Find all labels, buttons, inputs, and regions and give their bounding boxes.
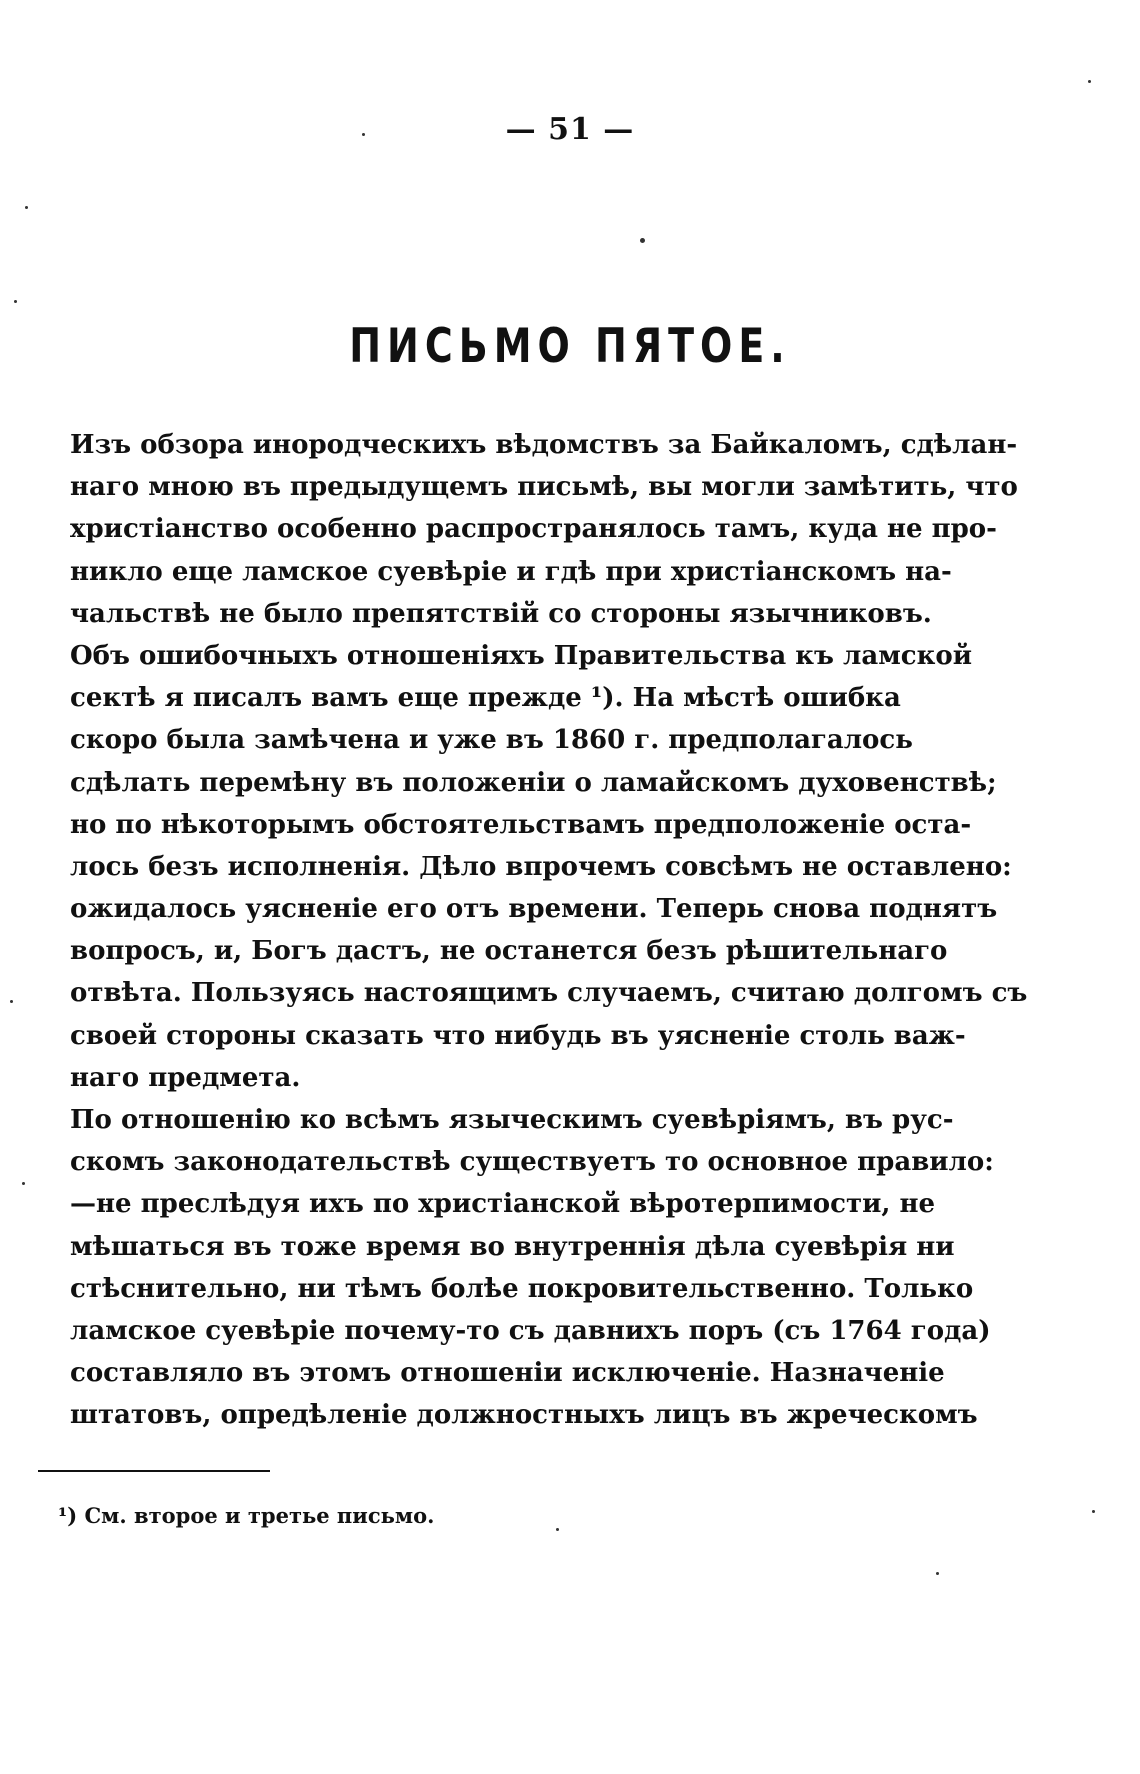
- scan-speck: [1088, 80, 1091, 83]
- text-line: сдѣлать перемѣну въ положеніи о ламайскомъ духовенствѣ;: [70, 767, 997, 798]
- text-line: никло еще ламское суевѣріе и гдѣ при христіанскомъ на-: [70, 556, 952, 587]
- text-line: стѣснительно, ни тѣмъ болѣе покровительственно. Только: [70, 1273, 974, 1304]
- text-line: ожидалось уясненіе его отъ времени. Теперь снова поднятъ: [70, 894, 998, 925]
- text-line: лось безъ исполненія. Дѣло впрочемъ совсѣмъ не оставлено:: [70, 851, 1012, 882]
- page-number: — 51 —: [505, 112, 635, 147]
- text-line: отвѣта. Пользуясь настоящимъ случаемъ, считаю долгомъ съ: [70, 978, 1028, 1009]
- scan-speck: [362, 133, 365, 136]
- text-line: скомъ законодательствѣ существуетъ то основное правило:: [70, 1147, 994, 1178]
- scan-speck: [640, 238, 645, 243]
- scan-speck: [22, 1182, 25, 1185]
- text-line: мѣшаться въ тоже время во внутреннія дѣла суевѣрія ни: [70, 1231, 955, 1262]
- text-line: вопросъ, и, Богъ дастъ, не останется безъ рѣшительнаго: [70, 936, 948, 967]
- scan-speck: [25, 206, 28, 209]
- footnote-divider: [38, 1470, 270, 1472]
- text-line: Объ ошибочныхъ отношеніяхъ Правительства къ ламской: [70, 640, 973, 671]
- text-line: христіанство особенно распространялось тамъ, куда не про-: [70, 514, 997, 545]
- paragraph-3: [70, 1099, 994, 1437]
- text-line: сектѣ я писалъ вамъ еще прежде ¹). На мѣстѣ ошибка: [70, 683, 901, 714]
- text-line: штатовъ, опредѣленіе должностныхъ лицъ въ жреческомъ: [70, 1400, 978, 1431]
- scan-speck: [556, 1528, 559, 1531]
- text-line: составляло въ этомъ отношеніи исключеніе. Назначеніе: [70, 1358, 945, 1389]
- paragraph-1: [70, 424, 1018, 635]
- scan-speck: [1092, 1510, 1095, 1513]
- text-line: скоро была замѣчена и уже въ 1860 г. предполагалось: [70, 725, 913, 756]
- text-line: По отношенію ко всѣмъ языческимъ суевѣріямъ, въ рус-: [70, 1105, 954, 1135]
- text-line: своей стороны сказать что нибудь въ уясненіе столь важ-: [70, 1020, 966, 1051]
- text-line: но по нѣкоторымъ обстоятельствамъ предположеніе оста-: [70, 809, 972, 840]
- text-line: Изъ обзора инородческихъ вѣдомствъ за Байкаломъ, сдѣлан-: [70, 430, 1018, 460]
- paragraph-2: [70, 635, 1028, 1099]
- footnote: ¹) См. второе и третье письмо.: [58, 1503, 435, 1528]
- text-line: наго мною въ предыдущемъ письмѣ, вы могли замѣтить, что: [70, 472, 1018, 503]
- text-line: чальствѣ не было препятствій со стороны язычниковъ.: [70, 598, 932, 629]
- scan-speck: [10, 1000, 13, 1003]
- body-text: [70, 424, 1028, 1437]
- chapter-title: ПИСЬМО ПЯТОЕ.: [349, 318, 791, 373]
- scan-speck: [14, 300, 17, 303]
- text-line: наго предмета.: [70, 1062, 301, 1093]
- text-line: —не преслѣдуя ихъ по христіанской вѣротерпимости, не: [70, 1189, 936, 1220]
- text-line: ламское суевѣріе почему-то съ давнихъ поръ (съ 1764 года): [70, 1315, 991, 1346]
- scan-speck: [936, 1572, 939, 1575]
